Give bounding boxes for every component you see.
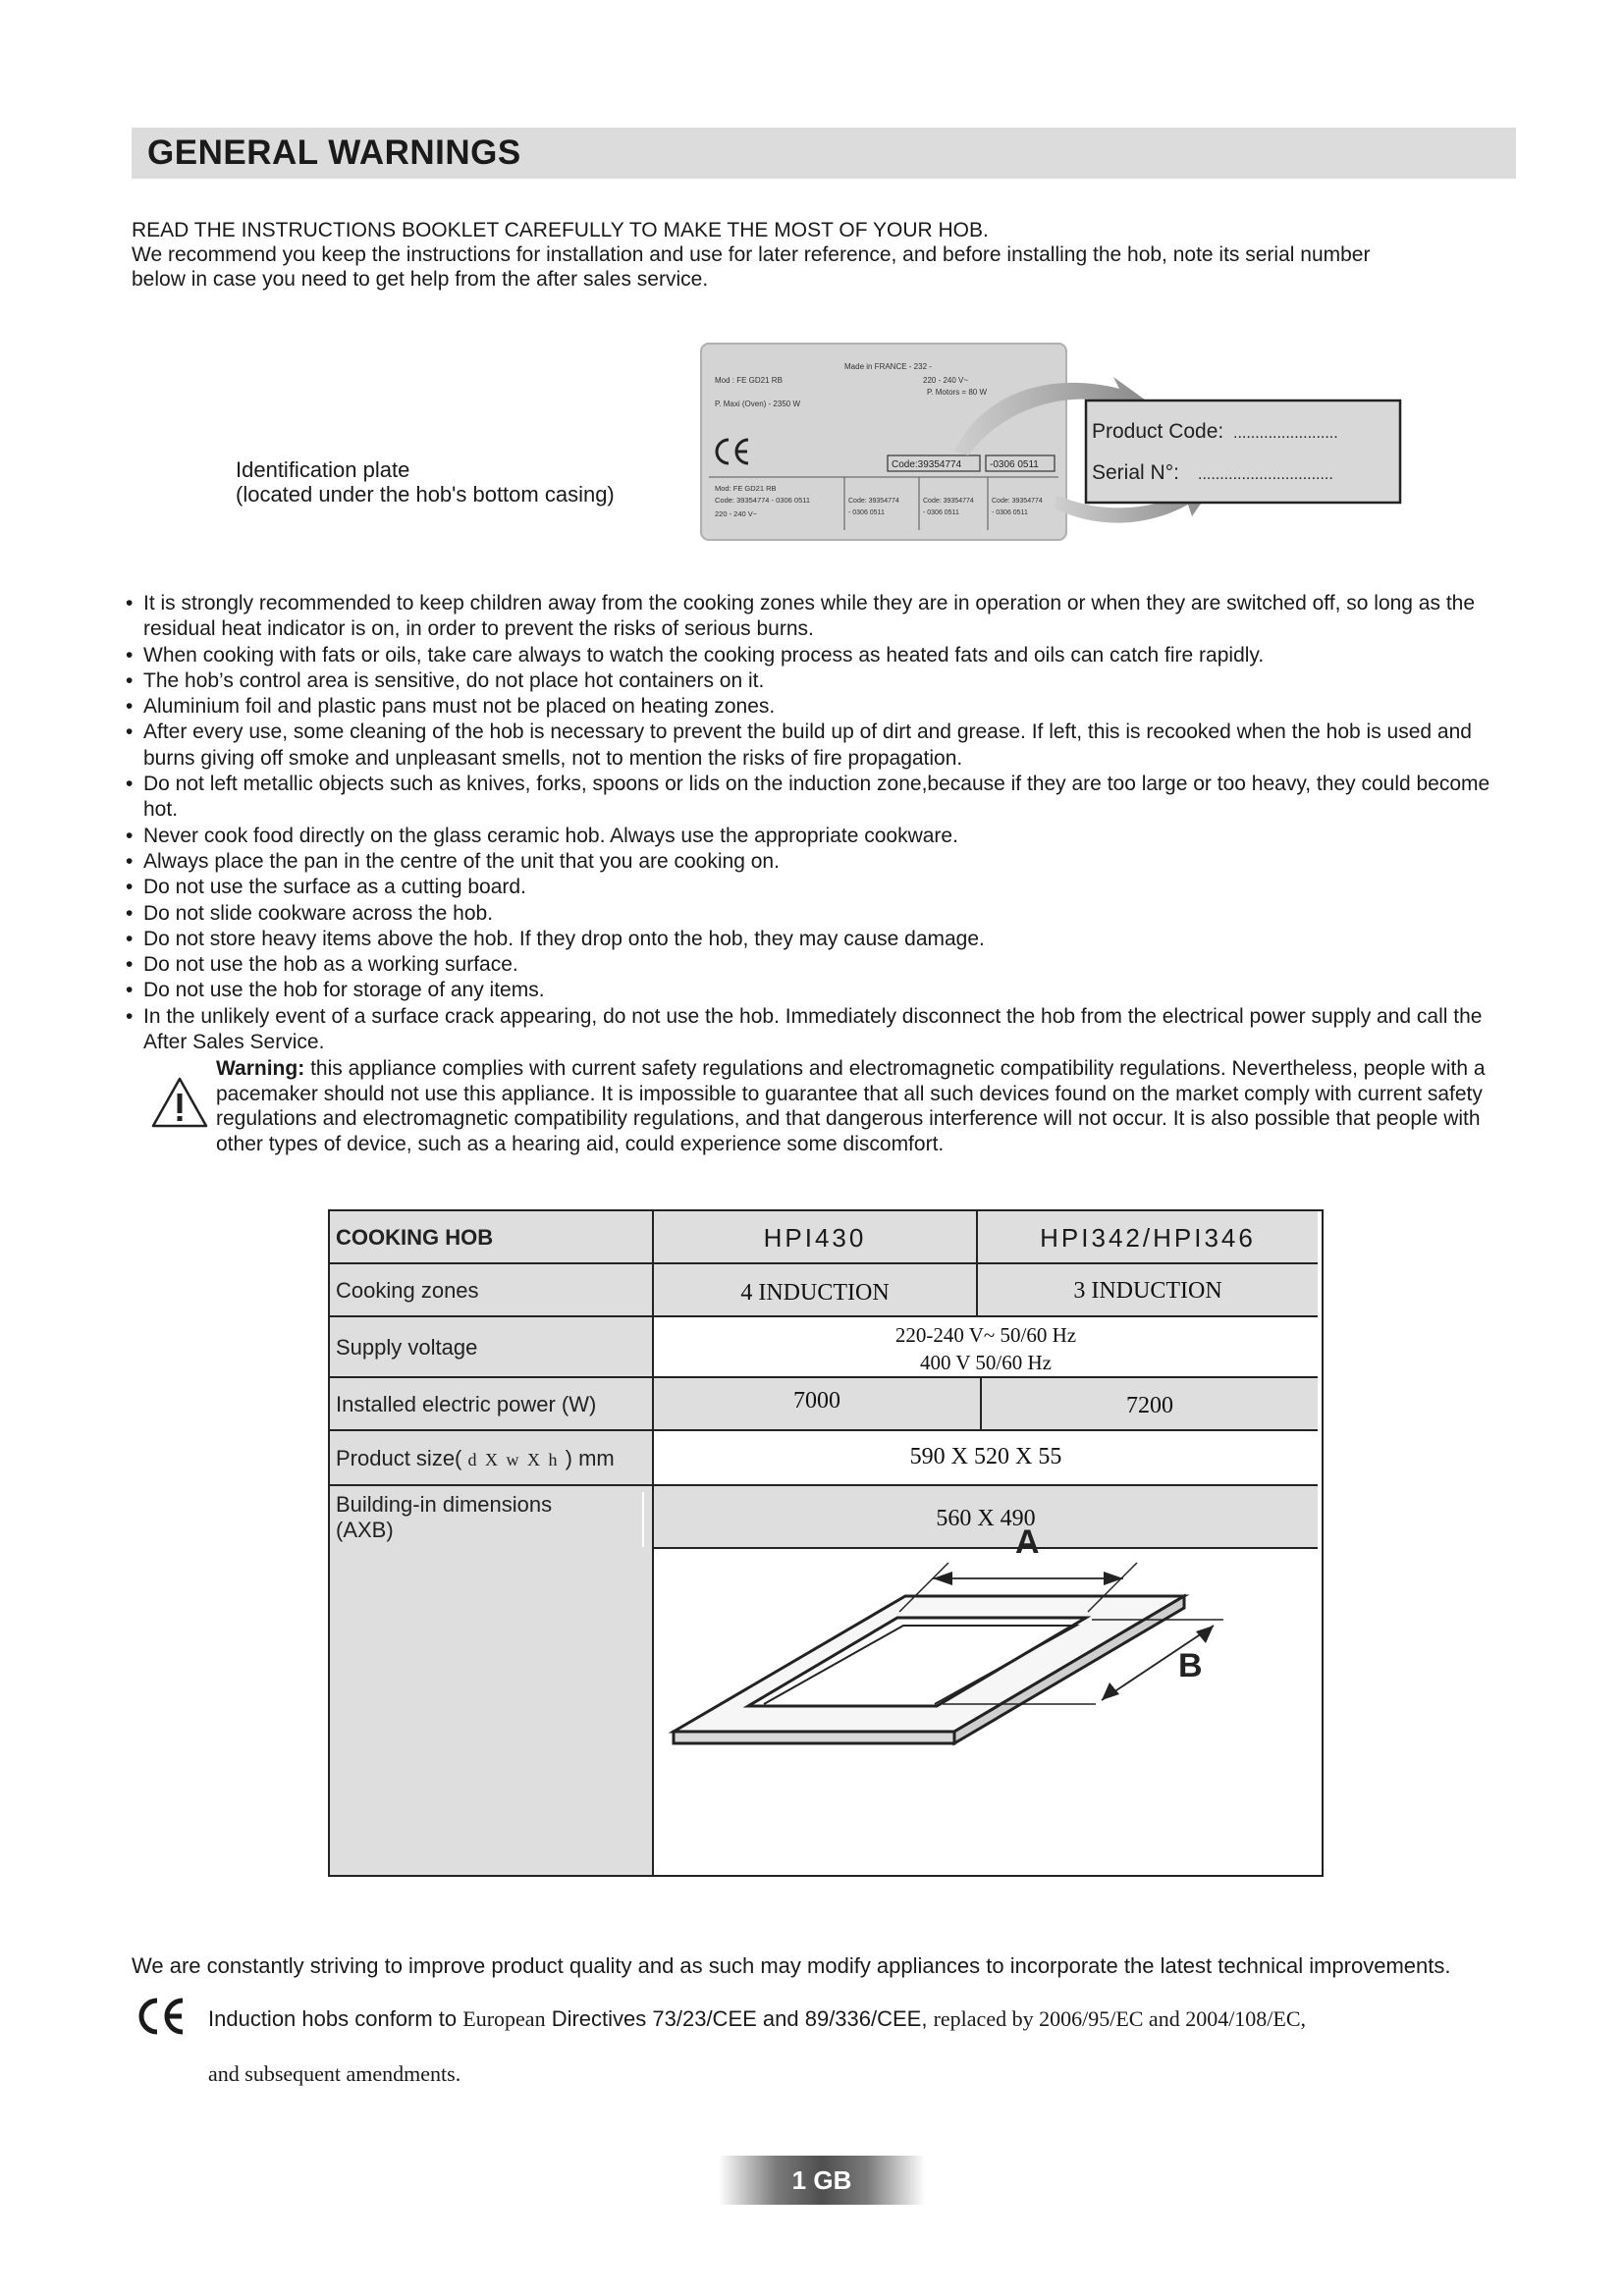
list-item: • The hob’s control area is sensitive, do not place hot containers on it.: [126, 668, 1518, 694]
spec-header-label: COOKING HOB: [330, 1211, 654, 1264]
plate-serial: -0306 0511: [990, 459, 1039, 470]
spec-size-label-b: d X w X h: [467, 1450, 560, 1469]
warnings-list: [126, 591, 1518, 1055]
plate-small-code-3: Code: 39354774: [992, 498, 1043, 505]
warning-label: Warning:: [216, 1057, 305, 1080]
spec-building-label-1: Building-in dimensions: [336, 1492, 553, 1517]
page-title: GENERAL WARNINGS: [147, 133, 521, 172]
list-item: • After every use, some cleaning of the hob is necessary to prevent the build up of dirt and grease. If left, this is recooked when the hob is used and burns giving off smoke and unpleasant smells, not to mention the risks of fire propagation.: [126, 720, 1518, 772]
product-code-dots: ........................: [1233, 425, 1338, 442]
intro-line-2: below in case you need to get help from the after sales service.: [132, 268, 709, 291]
plate-mod: Mod : FE GD21 RB: [715, 376, 783, 385]
spec-building-label-2: (AXB): [336, 1518, 394, 1542]
spec-model-1: HPI430: [654, 1211, 978, 1264]
dimension-b-label: B: [1178, 1647, 1203, 1684]
spec-voltage-label: Supply voltage: [330, 1317, 654, 1378]
spec-divider-highlight: [642, 1492, 644, 1547]
identification-plate-illustration: [687, 334, 1414, 550]
spec-power-label: Installed electric power (W): [330, 1378, 654, 1431]
intro-line-1: We recommend you keep the instructions for installation and use for later reference, and before installing the hob, note its serial number: [132, 243, 1371, 266]
list-item: • Do not use the hob for storage of any items.: [126, 978, 1518, 1003]
plate-p-maxi: P. Maxi (Oven) - 2350 W: [715, 400, 800, 408]
spec-voltage-value: [654, 1317, 1318, 1378]
spec-size-label-c: ) mm: [565, 1446, 615, 1470]
spec-power-2: 7200: [982, 1378, 1318, 1431]
product-code-box: [1086, 400, 1400, 503]
spec-power-1: 7000: [654, 1378, 982, 1431]
plate-code: Code:39354774: [892, 459, 962, 470]
list-item: • Do not slide cookware across the hob.: [126, 901, 1518, 927]
spec-building-label: [330, 1486, 654, 1875]
plate-motors: P. Motors = 80 W: [927, 388, 987, 397]
plate-made-in: Made in FRANCE - 232 -: [844, 362, 932, 371]
building-in-dimensions-diagram: [664, 1523, 1312, 1867]
ce-conformity-line: [208, 2006, 1306, 2032]
plate-small-serial-2: - 0306 0511: [923, 509, 959, 516]
list-item: • Aluminium foil and plastic pans must not be placed on heating zones.: [126, 694, 1518, 720]
page-number: 1 GB: [719, 2156, 925, 2205]
ce-mark-icon: [135, 1997, 187, 2036]
plate-mod-2: Mod: FE GD21 RB: [715, 484, 777, 493]
spec-zones-2: 3 INDUCTION: [978, 1264, 1318, 1317]
list-item: • Never cook food directly on the glass ceramic hob. Always use the appropriate cookware.: [126, 824, 1518, 849]
plate-small-code-2: Code: 39354774: [923, 498, 974, 505]
identification-plate-label: [236, 457, 615, 507]
spec-model-2: HPI342/HPI346: [978, 1211, 1318, 1264]
list-item: • Do not store heavy items above the hob. If they drop onto the hob, they may cause damage.: [126, 927, 1518, 952]
ce-mid: Directives 73/23/CEE and 89/336/CEE,: [551, 2006, 928, 2031]
list-item: • Do not left metallic objects such as knives, forks, spoons or lids on the induction zone,because if they are too large or too heavy, they could become hot.: [126, 772, 1518, 824]
worktop-edge-front: [674, 1732, 954, 1743]
intro-heading: READ THE INSTRUCTIONS BOOKLET CAREFULLY TO MAKE THE MOST OF YOUR HOB.: [132, 219, 989, 241]
spec-size-label: [330, 1431, 654, 1486]
warning-triangle-icon: [150, 1076, 209, 1129]
ce-serif-2: replaced by 2006/95/EC and 2004/108/EC,: [933, 2006, 1307, 2031]
serial-number-dots: ...............................: [1198, 466, 1333, 483]
dimension-a-label: A: [1015, 1523, 1040, 1561]
plate-label-line-2: (located under the hob's bottom casing): [236, 482, 615, 507]
section-title-bar: [132, 128, 1516, 179]
plate-voltage: 220 - 240 V~: [923, 376, 969, 385]
spec-zones-1: 4 INDUCTION: [654, 1264, 978, 1317]
product-improvement-note: We are constantly striving to improve product quality and as such may modify appliances to incorporate the latest technical improvements.: [132, 1953, 1451, 1978]
list-item: • Always place the pan in the centre of the unit that you are cooking on.: [126, 849, 1518, 875]
product-code-label: Product Code:: [1092, 420, 1224, 443]
spec-size-label-a: Product size(: [336, 1446, 462, 1470]
plate-small-serial-3: - 0306 0511: [992, 509, 1028, 516]
pacemaker-warning: [216, 1056, 1514, 1156]
list-item: • When cooking with fats or oils, take care always to watch the cooking process as heated fats and oils can catch fire rapidly.: [126, 643, 1518, 668]
spec-size-value: 590 X 520 X 55: [654, 1431, 1318, 1486]
spec-voltage-1: 220-240 V~ 50/60 Hz: [894, 1323, 1077, 1347]
plate-small-serial-1: - 0306 0511: [848, 509, 885, 516]
spec-zones-label: Cooking zones: [330, 1264, 654, 1317]
ce-serif-1: European: [462, 2006, 546, 2031]
ce-prefix: Induction hobs conform to: [208, 2006, 458, 2031]
list-item: • Do not use the hob as a working surface.: [126, 952, 1518, 978]
spec-table: [328, 1209, 1324, 1877]
ce-amendments-line: and subsequent amendments.: [208, 2061, 461, 2086]
list-item: • It is strongly recommended to keep children away from the cooking zones while they are in operation or when they are switched off, so long as the residual heat indicator is on, in order to prevent the risks of serious burns.: [126, 591, 1518, 643]
spec-voltage-2: 400 V 50/60 Hz: [920, 1351, 1052, 1374]
warning-text: this appliance complies with current safety regulations and electromagnetic compatibility regulations. Nevertheless, people with a pacemaker should not use this appliance. It is impossible to guarantee that all such devices found on the market comply with current safety regulations and electromagnetic compatibility regulations, and that dangerous interference will not occur. It is also possible that people with other types of device, such as a hearing aid, could experience some discomfort.: [216, 1057, 1486, 1155]
plate-label-line-1: Identification plate: [236, 457, 410, 482]
plate-volt-line: 220 - 240 V~: [715, 509, 758, 518]
plate-small-code-1: Code: 39354774: [848, 498, 899, 505]
serial-number-label: Serial N°:: [1092, 461, 1179, 484]
list-item: • In the unlikely event of a surface crack appearing, do not use the hob. Immediately disconnect the hob from the electrical power supply and call the After Sales Service.: [126, 1004, 1518, 1056]
spec-building-value: 560 X 490: [654, 1486, 1318, 1549]
list-item: • Do not use the surface as a cutting board.: [126, 875, 1518, 900]
plate-code-line: Code: 39354774 - 0306 0511: [715, 496, 811, 505]
intro-text: [132, 218, 1526, 292]
